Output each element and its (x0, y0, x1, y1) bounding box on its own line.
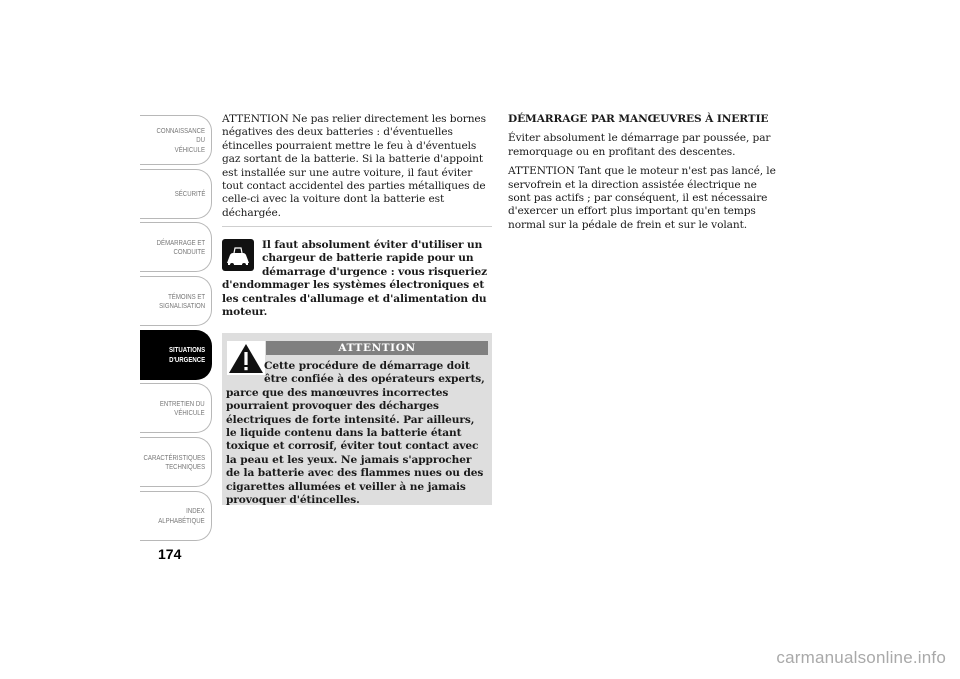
tab-label: SITUATIONS D'URGENCE (168, 345, 205, 364)
note-text-first: Il faut absolument éviter d'utiliser un chargeur de batterie rapide pour un démarrage d'urgence : vous risqueriez (262, 239, 488, 278)
tab-connaissance-du-vehicule[interactable] (140, 115, 212, 165)
inertia-start-section (508, 113, 780, 232)
attention-text: ATTENTION Ne pas relier directement les bornes négatives des deux batteries : d'éventuelles étincelles pourraient mettre le feu à d'éventuels gaz sortant de la batterie. Si la batterie d'appoint est installée sur une autre voiture, il faut éviter tout contact accidentel des parties métalliques de celle-ci avec la voiture dont la batterie est déchargée. (222, 113, 486, 219)
warning-box (222, 333, 492, 505)
car-battery-icon (222, 239, 254, 271)
tab-demarrage-et-conduite[interactable] (140, 222, 212, 272)
paragraph-1: Éviter absolument le démarrage par poussée, par remorquage ou en profitant des descentes. (508, 132, 771, 158)
warning-text-first: Cette procédure de démarrage doit être confiée à des opérateurs experts, (264, 360, 485, 386)
note-text (222, 239, 490, 319)
tab-label: SÉCURITÉ (174, 188, 205, 198)
tab-entretien-du-vehicule[interactable] (140, 383, 212, 433)
warning-text (226, 360, 488, 507)
tab-label: DÉMARRAGE ET CONDUITE (156, 237, 205, 257)
paragraph-2: ATTENTION Tant que le moteur n'est pas lancé, le servofrein et la direction assistée électrique ne sont pas actifs ; par conséquent, il est nécessaire d'exercer un effort plus important qu'en temps normal sur la pédale de frein et sur le volant. (508, 165, 776, 231)
tab-temoins-et-signalisation[interactable] (140, 276, 212, 326)
tab-securite[interactable] (140, 169, 212, 219)
section-heading: DÉMARRAGE PAR MANŒUVRES À INERTIE (508, 113, 769, 125)
tab-situations-d-urgence[interactable] (140, 330, 212, 380)
tab-label: INDEX ALPHABÉTIQUE (158, 506, 205, 525)
warning-text-rest: parce que des manœuvres incorrectes pourraient provoquer des décharges électriques de forte intensité. Par ailleurs, le liquide contenu dans la batterie étant toxique et corrosif, éviter tout contact avec la peau et les yeux. Ne jamais s'approcher de la batterie avec des flammes nues ou des cigarettes allumées et veiller à ne jamais provoquer d'étincelles. (226, 386, 484, 507)
attention-paragraph (222, 113, 490, 220)
page-number: 174 (158, 546, 182, 562)
warning-header: ATTENTION (266, 341, 488, 355)
watermark: carmanualsonline.info (776, 648, 946, 667)
tab-label: CARACTÉRISTIQUES TECHNIQUES (143, 452, 205, 472)
note-text-rest: d'endommager les systèmes électroniques et les centrales d'allumage et d'alimentation du moteur. (222, 279, 487, 319)
tab-index-alphabetique[interactable] (140, 491, 212, 541)
section-tabs (140, 115, 212, 545)
battery-charger-note (222, 239, 490, 319)
tab-label: CONNAISSANCE DU VÉHICULE (156, 125, 205, 154)
tab-label: TÉMOINS ET SIGNALISATION (158, 291, 205, 311)
tab-label: ENTRETIEN DU VÉHICULE (160, 398, 205, 418)
divider (222, 226, 492, 227)
tab-caracteristiques-techniques[interactable] (140, 437, 212, 487)
